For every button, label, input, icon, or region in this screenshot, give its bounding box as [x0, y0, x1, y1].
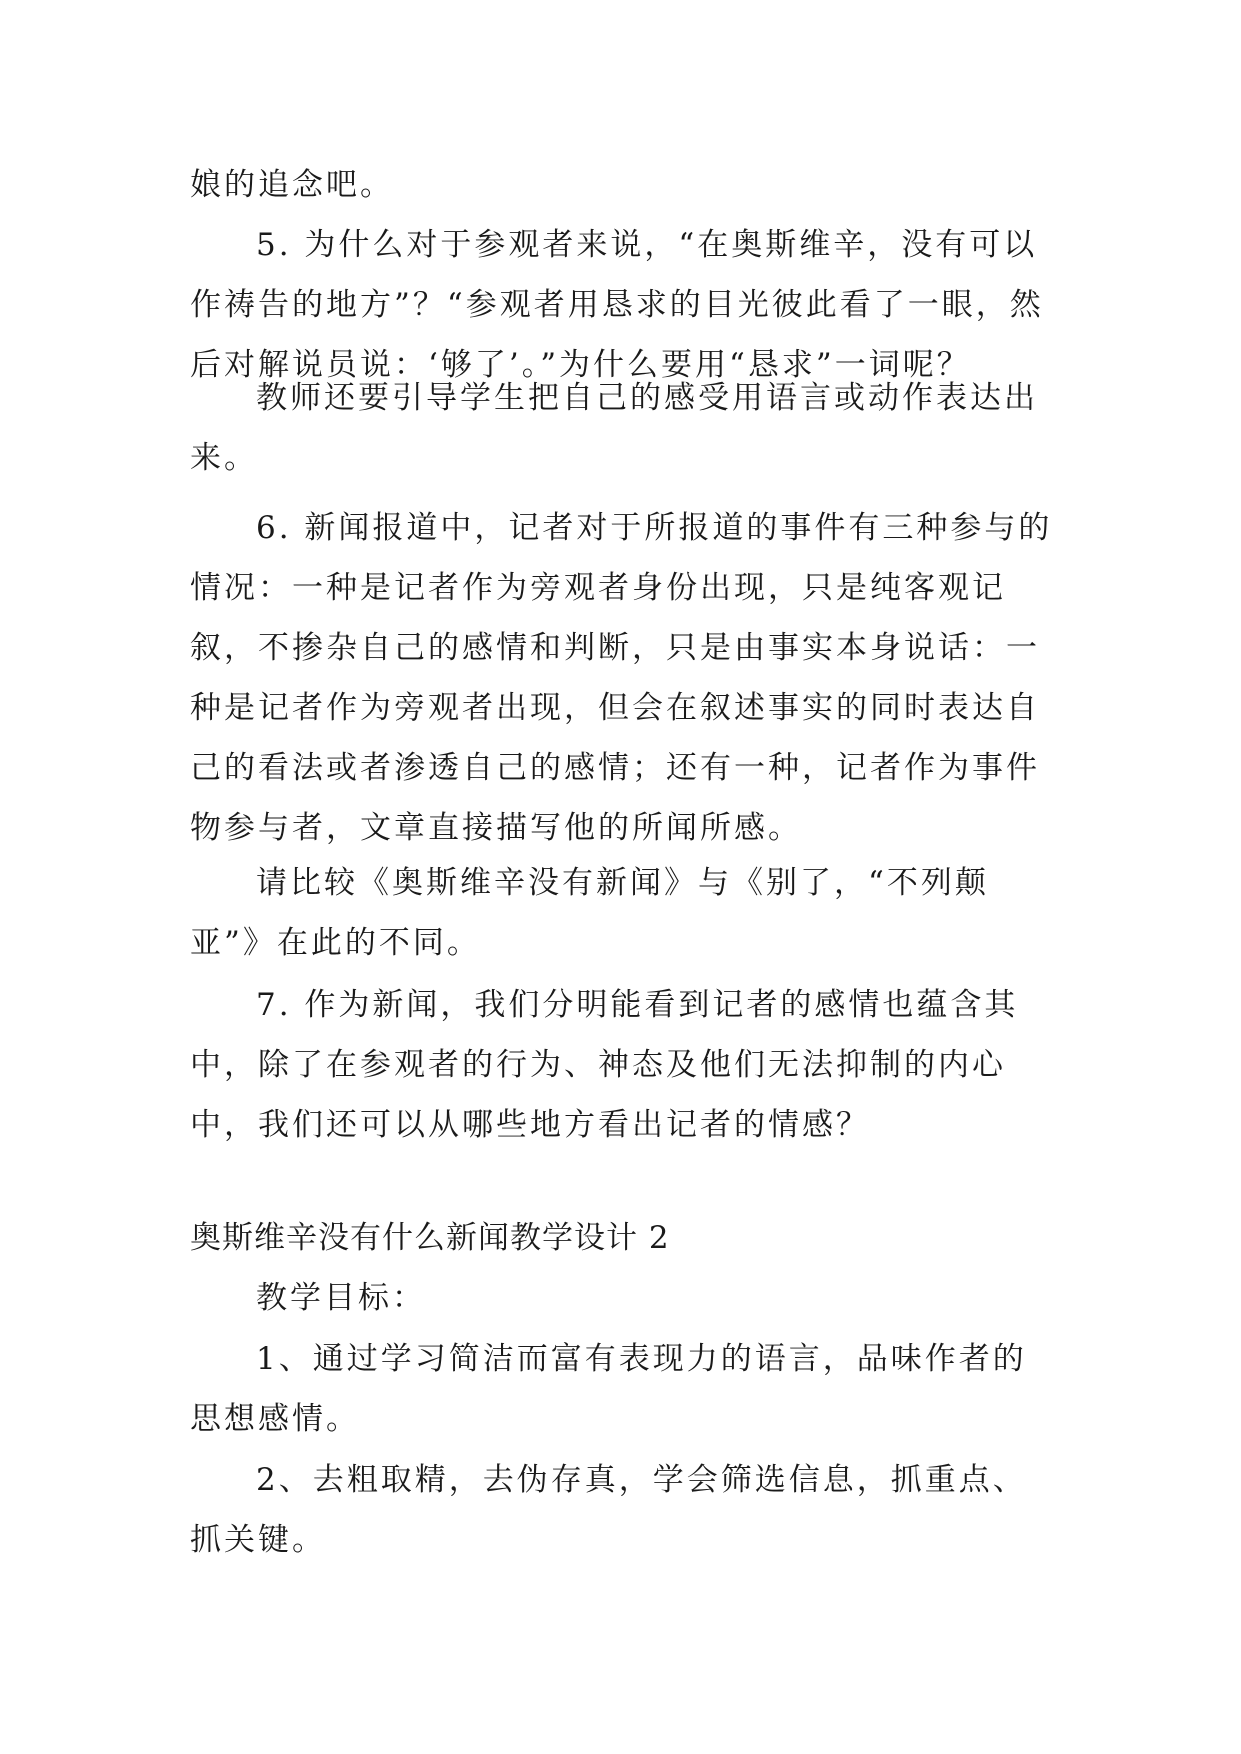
paragraph-continuation: 娘的追念吧。 — [190, 167, 394, 203]
question-6-paragraph: 6. 新闻报道中，记者对于所报道的事件有三种参与的情况：一种是记者作为旁观者身份出现，只是纯客观记叙，不掺杂自己的感情和判断，只是由事实本身说话：一种是记者作为旁观者出现，但会在叙述事实的同时表达自己的看法或者渗透自己的感情；还有一种，记者作为事件物参与者，文章直接描写他的所闻所感。 — [190, 510, 1053, 846]
question-5-paragraph: 5. 为什么对于参观者来说，“在奥斯维辛，没有可以作祷告的地方”？“参观者用恳求的目光彼此看了一眼，然后对解说员说：‘够了’。”为什么要用“恳求”一词呢？ — [190, 227, 1044, 383]
goal-2-paragraph: 2、去粗取精，去伪存真，学会筛选信息，抓重点、抓关键。 — [190, 1462, 1027, 1558]
question-7-paragraph: 7. 作为新闻，我们分明能看到记者的感情也蕴含其中，除了在参观者的行为、神态及他们无法抑制的内心中，我们还可以从哪些地方看出记者的情感？ — [190, 987, 1019, 1143]
goal-1-paragraph: 1、通过学习简洁而富有表现力的语言，品味作者的思想感情。 — [190, 1341, 1027, 1437]
teacher-guidance-paragraph: 教师还要引导学生把自己的感受用语言或动作表达出来。 — [190, 380, 1038, 476]
comparison-paragraph: 请比较《奥斯维辛没有新闻》与《别了，“不列颠亚”》在此的不同。 — [190, 865, 989, 961]
section-title: 奥斯维辛没有什么新闻教学设计 2 — [190, 1220, 670, 1256]
teaching-goals-label: 教学目标： — [256, 1280, 426, 1316]
